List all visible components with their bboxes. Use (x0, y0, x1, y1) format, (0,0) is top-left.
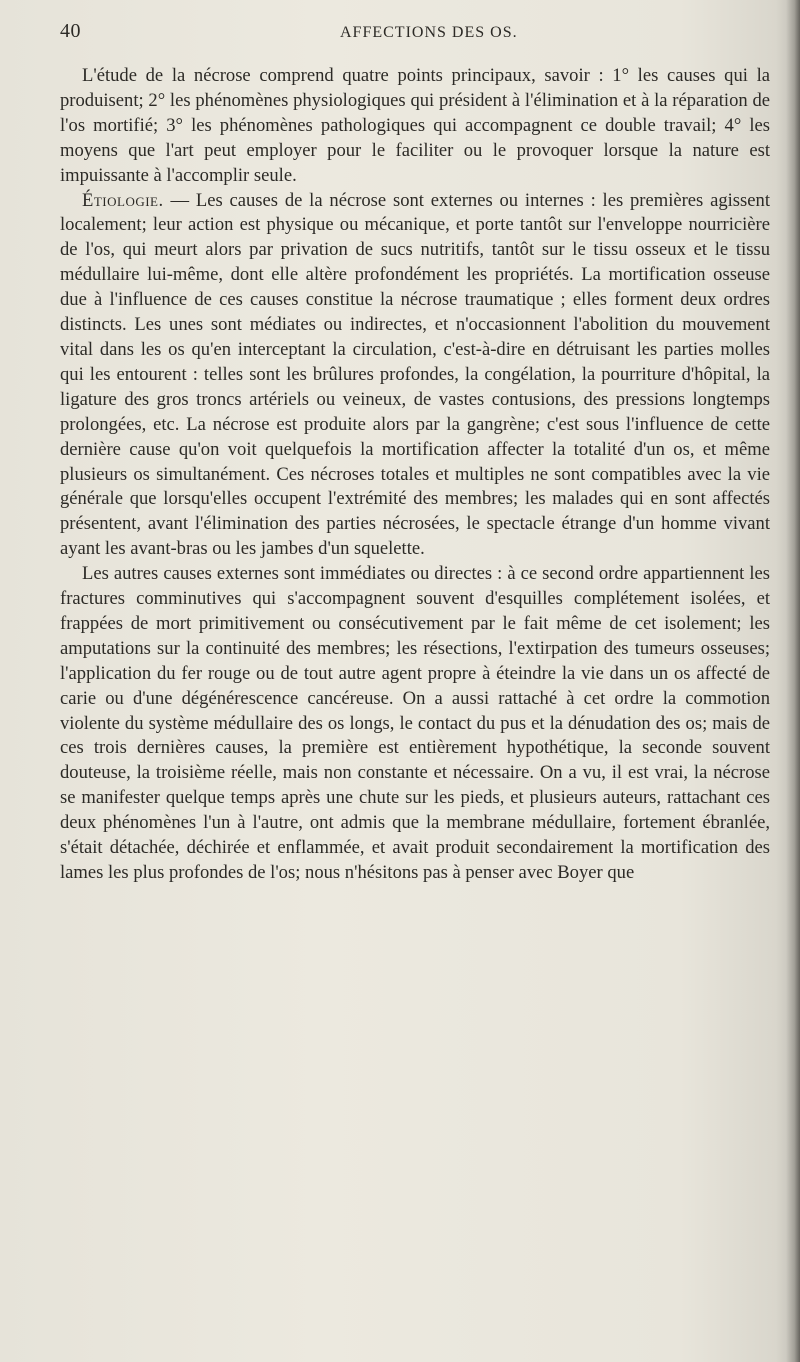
paragraph-text: — Les causes de la nécrose sont externes ou internes : les premières agissent localement; leur action est physique ou mécanique, et porte tantôt sur l'enveloppe nourricière de l'os, qui meurt alors par privation de sucs nutritifs, tantôt sur le tissu osseux et le tissu médullaire lui-même, dont elle altère profondément les propriétés. La mortification osseuse due à l'influence de ces causes constitue la nécrose traumatique ; elles forment deux ordres distincts. Les unes sont médiates ou indirectes, et n'occasionnent l'abolition du mouvement vital dans les os qu'en interceptant la circulation, c'est-à-dire en détruisant les parties molles qui les entourent : telles sont les brûlures profondes, la congélation, la pourriture d'hôpital, la ligature des gros troncs artériels ou veineux, de vastes contusions, des pressions longtemps prolongées, etc. La nécrose est produite alors par la gangrène; c'est sous l'influence de cette dernière cause qu'on voit quelquefois la mortification affecter la totalité d'un os, et même plusieurs os simultanément. Ces nécroses totales et multiples ne sont compatibles avec la vie générale que lorsqu'elles occupent l'extrémité des membres; les malades qui en sont affectés présentent, avant l'élimination des parties nécrosées, le spectacle étrange d'un homme vivant ayant les avant-bras ou les jambes d'un squelette. (60, 189, 770, 560)
paragraph-causes-externes (60, 562, 770, 886)
page-edge-shadow (786, 0, 800, 1362)
running-title: AFFECTIONS DES OS. (340, 24, 518, 41)
page-number: 40 (60, 20, 81, 42)
page-header (60, 20, 770, 50)
body-text (60, 64, 770, 886)
paragraph-text: Les autres causes externes sont immédiates ou directes : à ce second ordre appartiennent les fractures comminutives qui s'accompagnent souvent d'esquilles complétement isolées, et frappées de mort primitivement ou consécutivement par le fait même de cet isolement; les amputations sur la continuité des membres; les résections, l'extirpation des tumeurs osseuses; l'application du fer rouge ou de tout autre agent propre à éteindre la vie dans un os affecté de carie ou d'une dégénérescence cancéreuse. On a aussi rattaché à cet ordre la commotion violente du système médullaire des os longs, le contact du pus et la dénudation des os; mais de ces trois dernières causes, la première est entièrement hypothétique, la seconde souvent douteuse, la troisième réelle, mais non constante et nécessaire. On a vu, il est vrai, la nécrose se manifester quelque temps après une chute sur les pieds, et plusieurs auteurs, rattachant ces deux phénomènes l'un à l'autre, ont admis que la membrane médullaire, fortement ébranlée, s'était détachée, déchirée et enflammée, et avait produit secondairement la mortification des lames les plus profondes de l'os; nous n'hésitons pas à penser avec Boyer que (60, 563, 770, 883)
paragraph-text: L'étude de la nécrose comprend quatre points principaux, savoir : 1° les causes qui la produisent; 2° les phénomènes physiologiques qui président à l'élimination et à la réparation de l'os mortifié; 3° les phénomènes pathologiques qui accompagnent ce double travail; 4° les moyens que l'art peut employer pour le faciliter ou le provoquer lorsque la nature est impuissante à l'accomplir seule. (60, 65, 770, 186)
paragraph-intro (60, 64, 770, 189)
section-heading-etiologie: Étiologie. (82, 189, 164, 211)
paragraph-etiologie (60, 189, 770, 563)
